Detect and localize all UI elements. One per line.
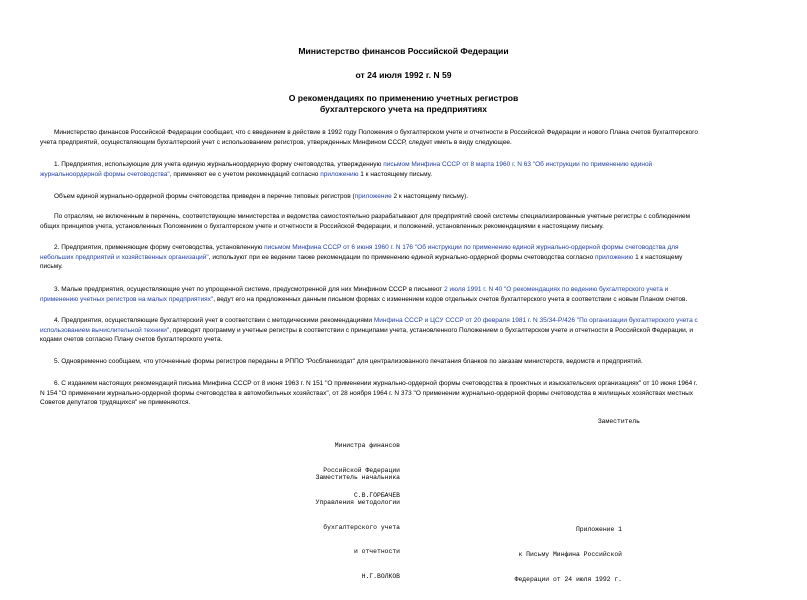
text-span: 4. Предприятия, осуществляющие бухгалтерский учет в соответствии с методическими рекомендациями (54, 317, 374, 324)
text-span: , приводят программу и учетные регистры в соответствии с принципами учета, установленного Положением о бухгалтерском учете и отчетности в Российской Федерации, и (169, 326, 694, 334)
signature-line: С.В.ГОРБАЧЕВ (353, 491, 400, 499)
signature-deputy-label: Заместитель (597, 418, 640, 425)
text-span: 1 к настоящему письму. (358, 170, 433, 178)
text-line: По отраслям, не включенным в перечень, соответствующие министерства и ведомства самостоятельно разрабатывают для предприятий своей системы специализированные учетные регистры с соблюдением (54, 213, 691, 220)
subject-line-1: О рекомендациях по применению учетных регистров (288, 93, 519, 103)
link-appendix-1[interactable]: приложению (320, 170, 359, 178)
subject-line-2: бухгалтерского учета на предприятиях (319, 104, 488, 114)
text-line: N 154 "О применении журнально-ордерной формы счетоводства в автомобильных хозяйствах", от 28 ноября 1964 г. N 373 "О применении журнально-ордерной формы счетоводства в жилищных хозяйствах местных (40, 389, 694, 397)
link-letter-176-cont[interactable]: небольших предприятий и хозяйственных организаций" (40, 253, 209, 261)
appendix-line: Федерации от 24 июля 1992 г. (514, 575, 622, 583)
link-appendix-2[interactable]: приложение (354, 193, 392, 200)
signature-deputy-head (260, 458, 400, 597)
paragraph-1 (40, 160, 782, 179)
text-line: письму. (40, 263, 63, 271)
text-span: Объем единой журнально-ордерной формы счетоводства приведен в перечне типовых регистров ( (54, 193, 355, 200)
appendix-line: к Письму Минфина Российской (518, 551, 622, 559)
paragraph-1c (40, 212, 782, 231)
document-date: от 24 июля 1992 г. N 59 (355, 70, 452, 80)
paragraph-6 (40, 379, 782, 408)
paragraph-3 (40, 285, 782, 304)
text-line: 6. С изданием настоящих рекомендаций письма Минфина СССР от 8 июня 1963 г. N 151 "О применении журнально-ордерной формы счетоводства в проектных и изыскательских организациях" от 10 июня 1964 г. (54, 380, 698, 387)
link-letter-63[interactable]: письмом Минфина СССР от 8 марта 1960 г. N 63 "Об инструкции по применению единой (383, 161, 653, 168)
text-span: 2. Предприятия, применяющие форму счетоводства, установленную (54, 244, 265, 251)
signature-line: и отчетности (353, 548, 400, 556)
text-line: Советов депутатов трудящихся" не применяются. (40, 399, 191, 407)
link-appendix-1[interactable]: приложению (595, 253, 634, 261)
text-span: , ведут его на предложенных данным письмом формах с изменением кодов отдельных счетов бухгалтерского учета в соответствии с новым Планом счетов. (213, 295, 688, 303)
signature-line: бухгалтерского учета (323, 523, 400, 531)
text-line: 5. Одновременно сообщаем, что уточненные формы регистров переданы в РППО "Росбланкиздат" для централизованного печатания бланков по заказам министерств, ведомств и предприятий. (54, 358, 643, 365)
text-span: 3. Малые предприятия, осуществляющие учет по упрощенной системе, предусмотренной для них Минфином СССР в письмеот (54, 286, 445, 293)
paragraph-2 (40, 243, 782, 272)
signature-line: Заместитель начальника (315, 474, 400, 482)
text-line: Министерство финансов Российской Федерации сообщает, что с введением в действие в 1992 году Положения о бухгалтерском учете и отчетности в Российской Федерации и нового Плана счетов бухгалтерского (54, 129, 698, 136)
link-letter-40-cont[interactable]: применению учетных регистров на малых предприятиях" (40, 295, 214, 303)
text-span: 2 к настоящему письму). (391, 193, 469, 200)
appendix-block (490, 510, 622, 600)
text-line: учета предприятий, осуществляющим бухгалтерский учет с использованием регистров, утвержденных Минфином СССР, следует иметь в виду следующее. (40, 138, 512, 146)
text-line: кодами счетов согласно Плану счетов бухгалтерского учета. (40, 336, 223, 344)
signature-line: Управления методологии (315, 499, 400, 507)
text-span: 1. Предприятия, использующие для учета единую журнальноордерную форму счетоводства, утвержденную (54, 161, 384, 168)
link-letter-63-cont[interactable]: журнальноордерной формы счетоводства" (40, 170, 170, 178)
signature-line: Российской Федерации (323, 467, 400, 475)
signature-line: Министра финансов (334, 442, 400, 450)
paragraph-5 (40, 357, 782, 367)
text-span: , используют при ее ведении также рекомендации по применению единой журнально-ордерной формы счетоводства согласно (208, 253, 596, 261)
link-letter-40[interactable]: 2 июля 1991 г. N 40 "О рекомендациях по ведению бухгалтерского учета и (444, 286, 669, 293)
link-recommendations-1981-cont[interactable]: использованием вычислительной техники" (40, 326, 170, 334)
appendix-line: Приложение 1 (575, 526, 622, 534)
signature-line: Н.Г.ВОЛКОВ (361, 572, 400, 580)
paragraph-1b (40, 192, 782, 202)
ministry-title: Министерство финансов Российской Федерации (298, 46, 509, 56)
paragraph-4 (40, 316, 782, 345)
link-letter-176[interactable]: письмом Минфина СССР от 6 июня 1960 г. N 176 "Об инструкции по применению единой журнально-ордерной формы счетоводства для (264, 244, 679, 251)
text-line: общих принципов учета, установленных Положением о бухгалтерском учете и отчетности в Российской Федерации, и положений, установленных рекомендациями к настоящему письму. (40, 222, 604, 230)
text-span: , применяют ее с учетом рекомендаций согласно (169, 170, 321, 178)
link-recommendations-1981[interactable]: Минфина СССР и ЦСУ СССР от 20 февраля 1981 г. N 35/34-Р/426 "По организации бухгалтерского учета с (373, 317, 698, 324)
text-span: 1 к настоящему (633, 253, 683, 261)
intro-paragraph (40, 128, 782, 147)
